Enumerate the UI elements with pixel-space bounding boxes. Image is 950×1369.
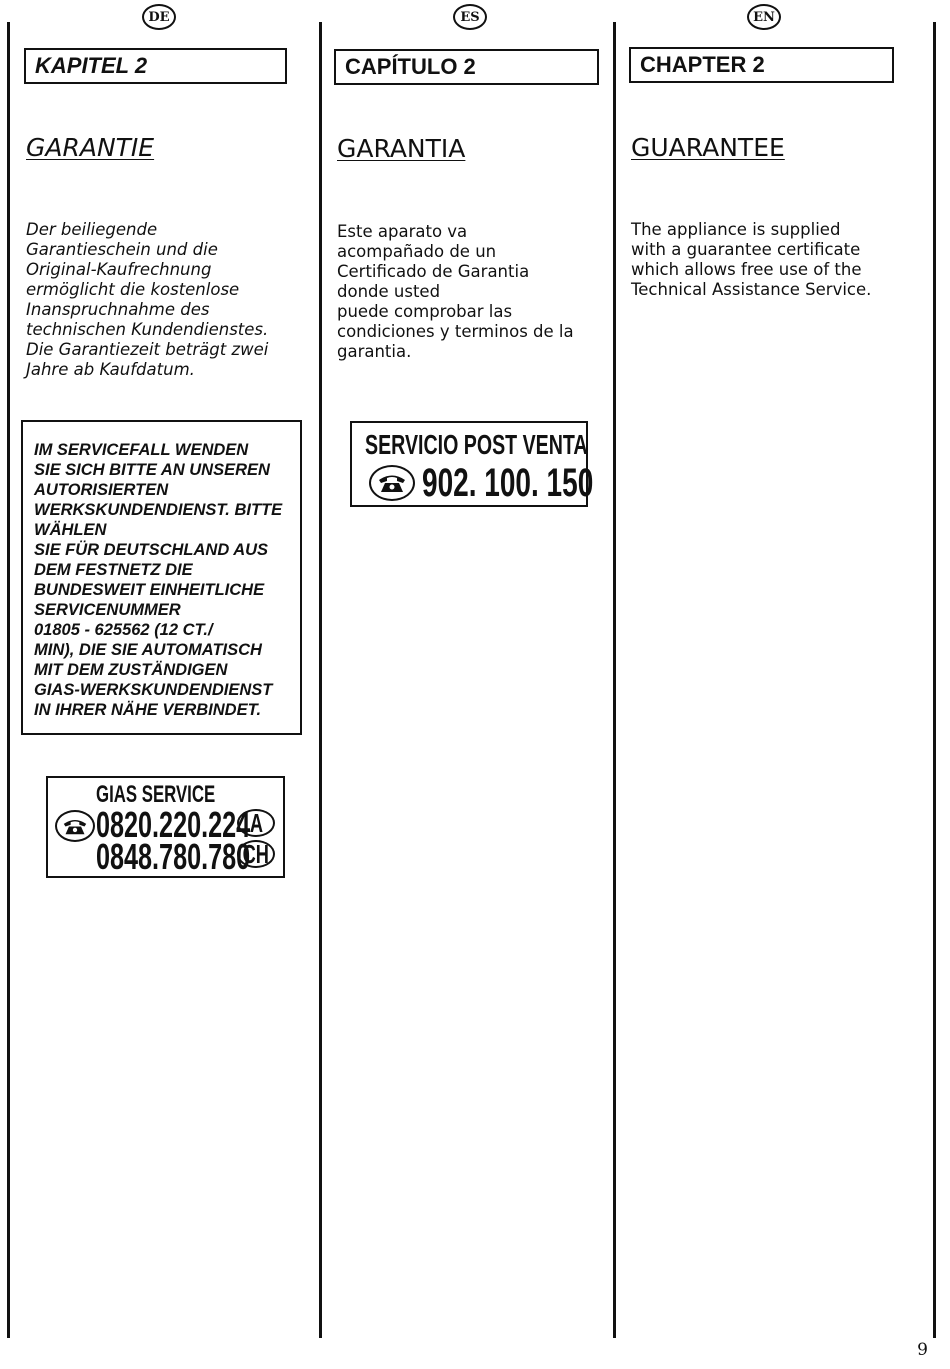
chapter-title-es: CAPÍTULO 2 — [334, 49, 599, 85]
column-divider-right — [613, 22, 616, 1338]
service-title-es: SERVICIO POST VENTA — [365, 429, 588, 460]
service-notice-de: IM SERVICEFALL WENDEN SIE SICH BITTE AN UNSEREN AUTORISIERTEN WERKSKUNDENDIENST. BITTE WÄHLEN SIE FÜR DEUTSCHLAND AUS DEM FESTNETZ DIE BUNDESWEIT EINHEITLICHE SERVICENUMMER 01805 - 625562 (12 CT./ MIN), DIE SIE AUTOMATISCH MIT DEM ZUSTÄNDIGEN GIAS-WERKSKUNDENDIENST IN IHRER NÄHE VERBINDET. — [21, 420, 302, 735]
page-number: 9 — [917, 1340, 928, 1360]
guarantee-text-de: Der beiliegende Garantieschein und die Original-Kaufrechnung ermöglicht die kostenlose Inanspruchnahme des technischen Kundendienstes. Die Garantiezeit beträgt zwei Jahre ab Kaufdatum. — [26, 220, 269, 379]
guarantee-text-es: Este aparato va acompañado de un Certificado de Garantia donde usted puede comprobar las condiciones y terminos de la garantia. — [337, 222, 574, 361]
column-divider-middle — [319, 22, 322, 1338]
guarantee-text-en: The appliance is supplied with a guarantee certificate which allows free use of the Technical Assistance Service. — [631, 220, 872, 299]
service-phone-austria: 0820.220.224 — [96, 804, 251, 845]
service-title-gias: GIAS SERVICE — [96, 781, 216, 808]
chapter-title-en: CHAPTER 2 — [629, 47, 894, 83]
service-box-es — [350, 421, 594, 507]
section-heading-en: GUARANTEE — [631, 133, 785, 162]
column-divider-far-right — [933, 22, 936, 1338]
service-box-gias — [46, 776, 285, 878]
language-badge-en: EN — [747, 4, 781, 30]
column-divider-left — [7, 22, 10, 1338]
language-badge-es: ES — [453, 4, 487, 30]
telephone-icon — [55, 810, 95, 842]
language-badge-de: DE — [142, 4, 176, 30]
service-phone-switzerland: 0848.780.780 — [96, 836, 251, 877]
section-heading-es: GARANTIA — [337, 134, 466, 163]
country-badge-austria: A — [237, 809, 275, 837]
service-phone-es: 902. 100. 150 — [422, 461, 594, 505]
country-badge-switzerland: CH — [237, 840, 275, 868]
section-heading-de: GARANTIE — [26, 133, 155, 162]
chapter-title-de: KAPITEL 2 — [24, 48, 287, 84]
telephone-icon — [369, 465, 415, 501]
